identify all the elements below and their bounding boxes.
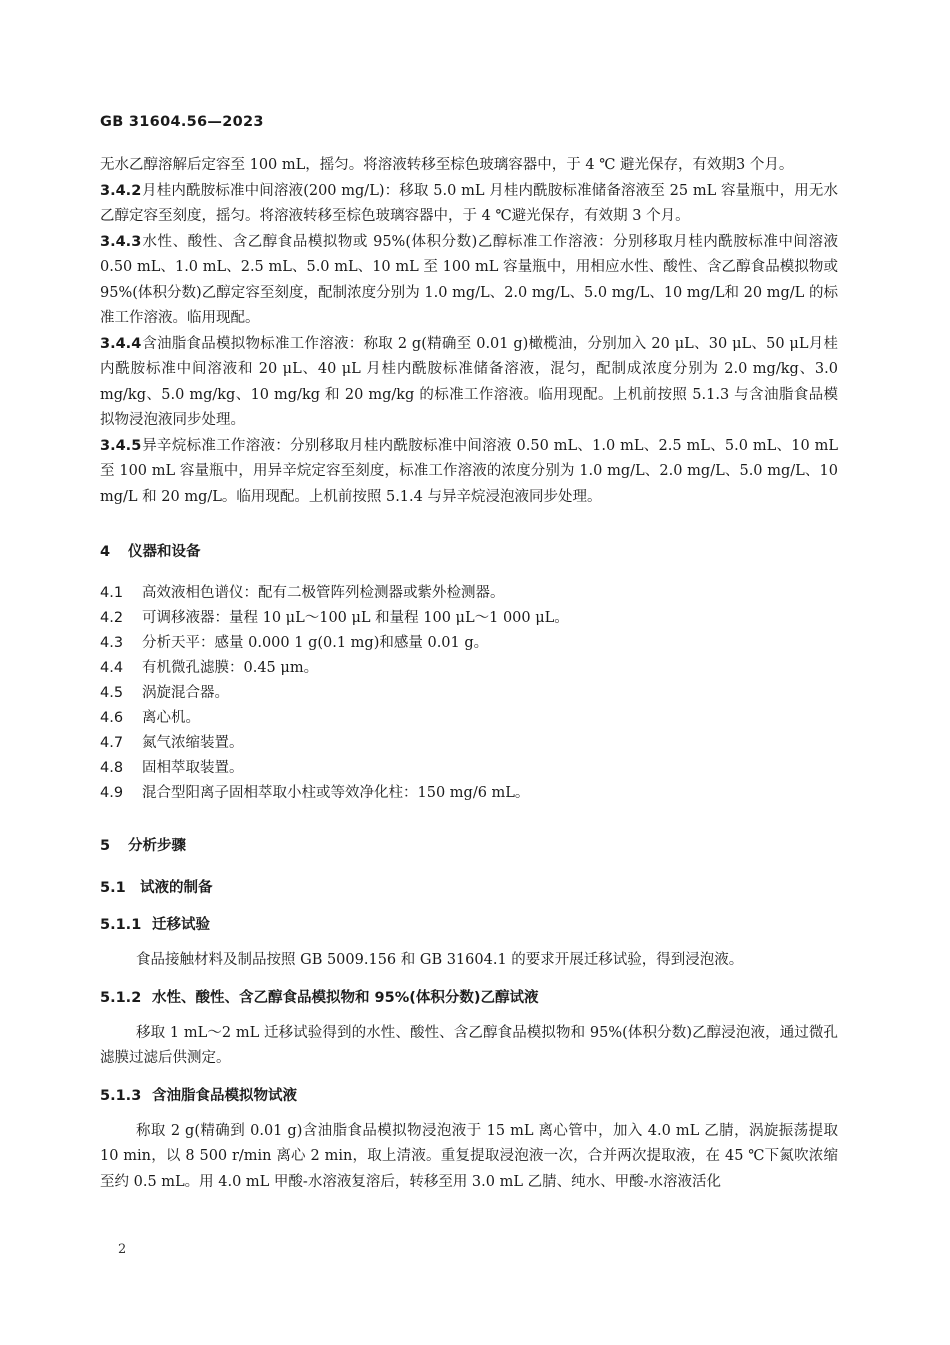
- section-number: 5.1.1: [100, 917, 142, 933]
- clause-number: 3.4.3: [100, 233, 142, 250]
- list-item: [100, 706, 838, 731]
- item-text: 氮气浓缩装置。: [142, 735, 244, 751]
- section-number: 4: [100, 544, 111, 560]
- paragraph-5-1-3: 称取 2 g(精确到 0.01 g)含油脂食品模拟物浸泡液于 15 mL 离心管中，加入 4.0 mL 乙腈，涡旋振荡提取 10 min，以 8 500 r/min 离心 2 min，取上清液。重复提取浸泡液一次，合并两次提取液，在 45 ℃下氮吹浓缩至约 0.5 mL。用 4.0 mL 甲酸-水溶液复溶后，转移至用 3.0 mL 乙腈、纯水、甲酸-水溶液活化: [100, 1122, 838, 1190]
- clause-text: 月桂内酰胺标准中间溶液(200 mg/L)：移取 5.0 mL 月桂内酰胺标准储备溶液至 25 mL 容量瓶中，用无水乙醇定容至刻度，摇匀。将溶液转移至棕色玻璃容器中，于 4 ℃避光保存，有效期 3 个月。: [100, 182, 838, 224]
- section-title: 分析步骤: [128, 838, 186, 854]
- item-number: 4.4: [100, 660, 124, 676]
- clause-text: 水性、酸性、含乙醇食品模拟物或 95%(体积分数)乙醇标准工作溶液：分别移取月桂内酰胺标准中间溶液 0.50 mL、1.0 mL、2.5 mL、5.0 mL、10 mL 至 100 mL 容量瓶中，用相应水性、酸性、含乙醇食品模拟物或 95%(体积分数)乙醇定容至刻度，配制浓度分别为 1.0 mg/L、2.0 mg/L、5.0 mg/L、10 mg/L和 20 mg/L 的标准工作溶液。临用现配。: [100, 233, 838, 326]
- item-text: 涡旋混合器。: [142, 685, 229, 701]
- item-number: 4.7: [100, 735, 124, 751]
- list-item: [100, 631, 838, 656]
- item-number: 4.9: [100, 785, 124, 801]
- clause-number: 3.4.2: [100, 182, 142, 199]
- section-title: 含油脂食品模拟物试液: [152, 1087, 297, 1104]
- section-title: 迁移试验: [152, 917, 210, 933]
- section-number: 5.1: [100, 880, 126, 896]
- item-number: 4.5: [100, 685, 124, 701]
- list-item: [100, 781, 838, 806]
- clause-number: 3.4.5: [100, 437, 142, 454]
- standard-number-header: GB 31604.56—2023: [100, 114, 264, 130]
- paragraph-5-1-2: 移取 1 mL～2 mL 迁移试验得到的水性、酸性、含乙醇食品模拟物和 95%(体积分数)乙醇浸泡液，通过微孔滤膜过滤后供测定。: [100, 1024, 838, 1066]
- clause-3-4-2: [100, 179, 838, 230]
- list-item: [100, 681, 838, 706]
- item-number: 4.6: [100, 710, 124, 726]
- item-text: 离心机。: [142, 710, 200, 726]
- paragraph-continuation: 无水乙醇溶解后定容至 100 mL，摇匀。将溶液转移至棕色玻璃容器中，于 4 ℃ 避光保存，有效期3 个月。: [100, 157, 794, 173]
- clause-3-4-4: [100, 332, 838, 434]
- section-title: 试液的制备: [140, 880, 213, 896]
- section-title: 仪器和设备: [128, 544, 201, 560]
- item-text: 可调移液器：量程 10 μL～100 μL 和量程 100 μL～1 000 μL。: [142, 610, 569, 626]
- item-number: 4.1: [100, 585, 124, 601]
- list-item: [100, 606, 838, 631]
- clause-text: 含油脂食品模拟物标准工作溶液：称取 2 g(精确至 0.01 g)橄榄油，分别加入 20 μL、30 μL、50 μL月桂内酰胺标准中间溶液和 20 μL、40 μL 月桂内酰胺标准储备溶液，混匀，配制成浓度分别为 2.0 mg/kg、3.0 mg/kg、5.0 mg/kg、10 mg/kg 和 20 mg/kg 的标准工作溶液。临用现配。上机前按照 5.1.3 与含油脂食品模拟物浸泡液同步处理。: [100, 335, 838, 428]
- section-number: 5: [100, 838, 111, 854]
- list-item: [100, 581, 838, 606]
- item-text: 固相萃取装置。: [142, 760, 244, 776]
- clause-text: 异辛烷标准工作溶液：分别移取月桂内酰胺标准中间溶液 0.50 mL、1.0 mL、2.5 mL、5.0 mL、10 mL至 100 mL 容量瓶中，用异辛烷定容至刻度，标准工作溶液的浓度分别为 1.0 mg/L、2.0 mg/L、5.0 mg/L、10 mg/L 和 20 mg/L。临用现配。上机前按照 5.1.4 与异辛烷浸泡液同步处理。: [100, 437, 838, 505]
- item-number: 4.2: [100, 610, 124, 626]
- section-number: 5.1.3: [100, 1087, 142, 1104]
- clause-3-4-3: [100, 230, 838, 332]
- item-text: 高效液相色谱仪：配有二极管阵列检测器或紫外检测器。: [142, 585, 505, 601]
- section-number: 5.1.2: [100, 989, 142, 1006]
- clause-3-4-5: [100, 434, 838, 511]
- document-body: [100, 153, 838, 1195]
- section-title: 水性、酸性、含乙醇食品模拟物和 95%(体积分数)乙醇试液: [152, 989, 539, 1006]
- subsubsection-heading-5-1-1: [100, 913, 838, 934]
- subsubsection-heading-5-1-2: [100, 986, 838, 1007]
- item-text: 混合型阳离子固相萃取小柱或等效净化柱：150 mg/6 mL。: [142, 785, 530, 801]
- item-text: 分析天平：感量 0.000 1 g(0.1 mg)和感量 0.01 g。: [142, 635, 489, 651]
- section-heading-4: [100, 540, 838, 561]
- equipment-list: [100, 581, 838, 806]
- item-number: 4.3: [100, 635, 124, 651]
- list-item: [100, 731, 838, 756]
- clause-number: 3.4.4: [100, 335, 142, 352]
- page-number: 2: [118, 1242, 127, 1257]
- paragraph-5-1-1: 食品接触材料及制品按照 GB 5009.156 和 GB 31604.1 的要求开展迁移试验，得到浸泡液。: [136, 952, 744, 968]
- subsection-heading-5-1: [100, 876, 838, 897]
- section-heading-5: [100, 834, 838, 855]
- item-number: 4.8: [100, 760, 124, 776]
- list-item: [100, 656, 838, 681]
- list-item: [100, 756, 838, 781]
- item-text: 有机微孔滤膜：0.45 μm。: [142, 660, 319, 676]
- subsubsection-heading-5-1-3: [100, 1084, 838, 1105]
